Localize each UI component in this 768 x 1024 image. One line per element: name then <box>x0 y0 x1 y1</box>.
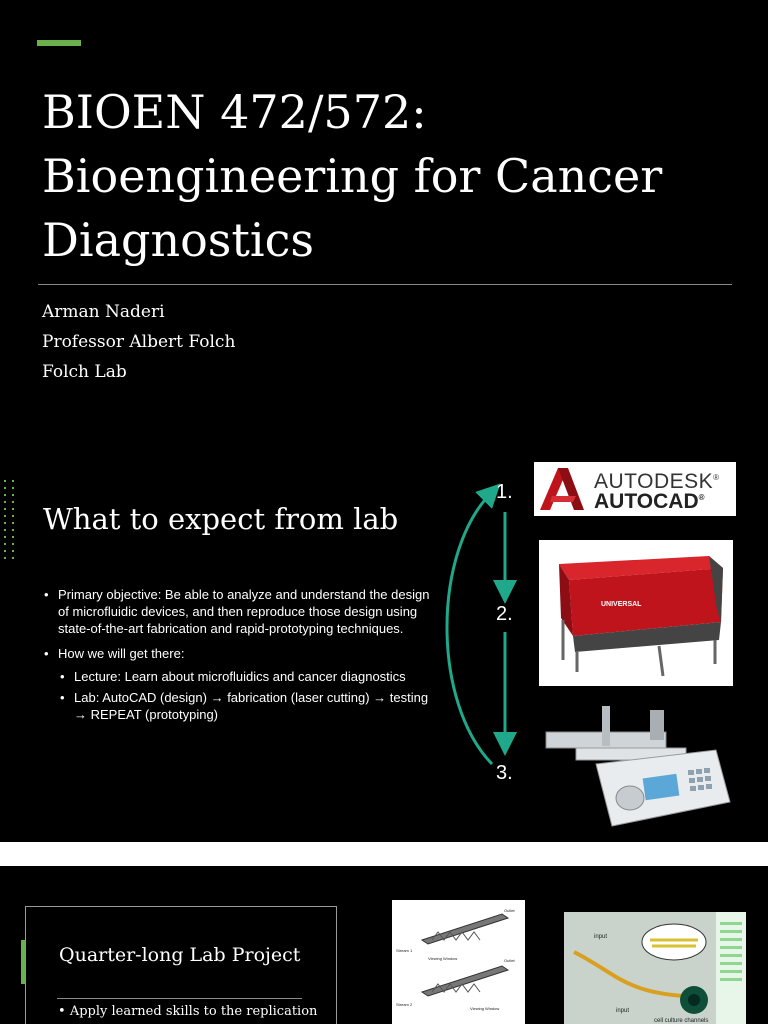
microfluidic-device-photo <box>564 912 746 1024</box>
svg-text:input: input <box>616 1008 630 1014</box>
laser-cutter-image <box>539 540 733 686</box>
device-photo-icon <box>564 912 746 1024</box>
bullet-lab: • Lab: AutoCAD (design) → fabrication (laser cutting) → testing → REPEAT (prototyping) <box>58 689 442 723</box>
laser-cutter-icon <box>539 540 733 686</box>
svg-text:cell culture channels: cell culture channels <box>654 1018 709 1024</box>
step-number-3: 3. <box>496 762 513 784</box>
bullet-list <box>42 586 442 731</box>
autocad-logo <box>534 462 736 516</box>
bullet-how <box>42 645 442 723</box>
lab-name: Folch Lab <box>42 362 127 382</box>
project-bullet: • Apply learned skills to the replication <box>58 1004 318 1019</box>
author-name: Arman Naderi <box>42 302 165 322</box>
title-divider <box>38 284 732 285</box>
workflow-arrows <box>440 482 520 782</box>
microfluidic-schematic-image <box>392 900 525 1024</box>
svg-text:Viewing Window: Viewing Window <box>470 1006 500 1011</box>
project-divider <box>57 998 302 999</box>
svg-text:Outlet: Outlet <box>504 958 515 963</box>
project-bullet-text: Apply learned skills to the replication <box>69 1004 318 1019</box>
step-number-2: 2. <box>496 603 513 625</box>
laser-brand-label: UNIVERSAL <box>601 601 642 608</box>
schematic-icon <box>392 900 525 1024</box>
autodesk-text: AUTODESK® <box>594 470 720 493</box>
title-slide <box>0 0 768 426</box>
svg-text:Viewing Window: Viewing Window <box>428 956 458 961</box>
professor-name: Professor Albert Folch <box>42 332 236 352</box>
arrow-repeat-loop <box>447 492 492 764</box>
autocad-a-icon <box>538 466 586 512</box>
slide-title: BIOEN 472/572: Bioengineering for Cancer Diagnostics <box>42 85 663 267</box>
accent-bar-vertical <box>21 940 26 984</box>
step-number-1: 1. <box>496 481 513 503</box>
bullet-primary-objective: • Primary objective: Be able to analyze and understand the design of microfluidic devices, and then reproduce those design using state-of-the-art fabrication and rapid-prototyping techniques. <box>42 586 442 637</box>
svg-text:input: input <box>594 934 608 940</box>
syringe-pump-image <box>536 702 732 832</box>
lab-project-slide <box>0 866 768 1024</box>
dot-pattern <box>4 480 16 564</box>
project-heading: Quarter-long Lab Project <box>59 944 301 966</box>
autocad-text: AUTOCAD® <box>594 490 705 513</box>
svg-text:Stream 2: Stream 2 <box>396 1002 413 1007</box>
lab-expectations-slide <box>0 426 768 842</box>
svg-text:Outlet: Outlet <box>504 908 515 913</box>
bullet-lecture: • Lecture: Learn about microfluidics and cancer diagnostics <box>58 668 442 685</box>
accent-bar <box>37 40 81 46</box>
section-heading: What to expect from lab <box>43 502 399 536</box>
bullet-how-text: How we will get there: <box>58 646 185 661</box>
svg-text:Stream 1: Stream 1 <box>396 948 413 953</box>
